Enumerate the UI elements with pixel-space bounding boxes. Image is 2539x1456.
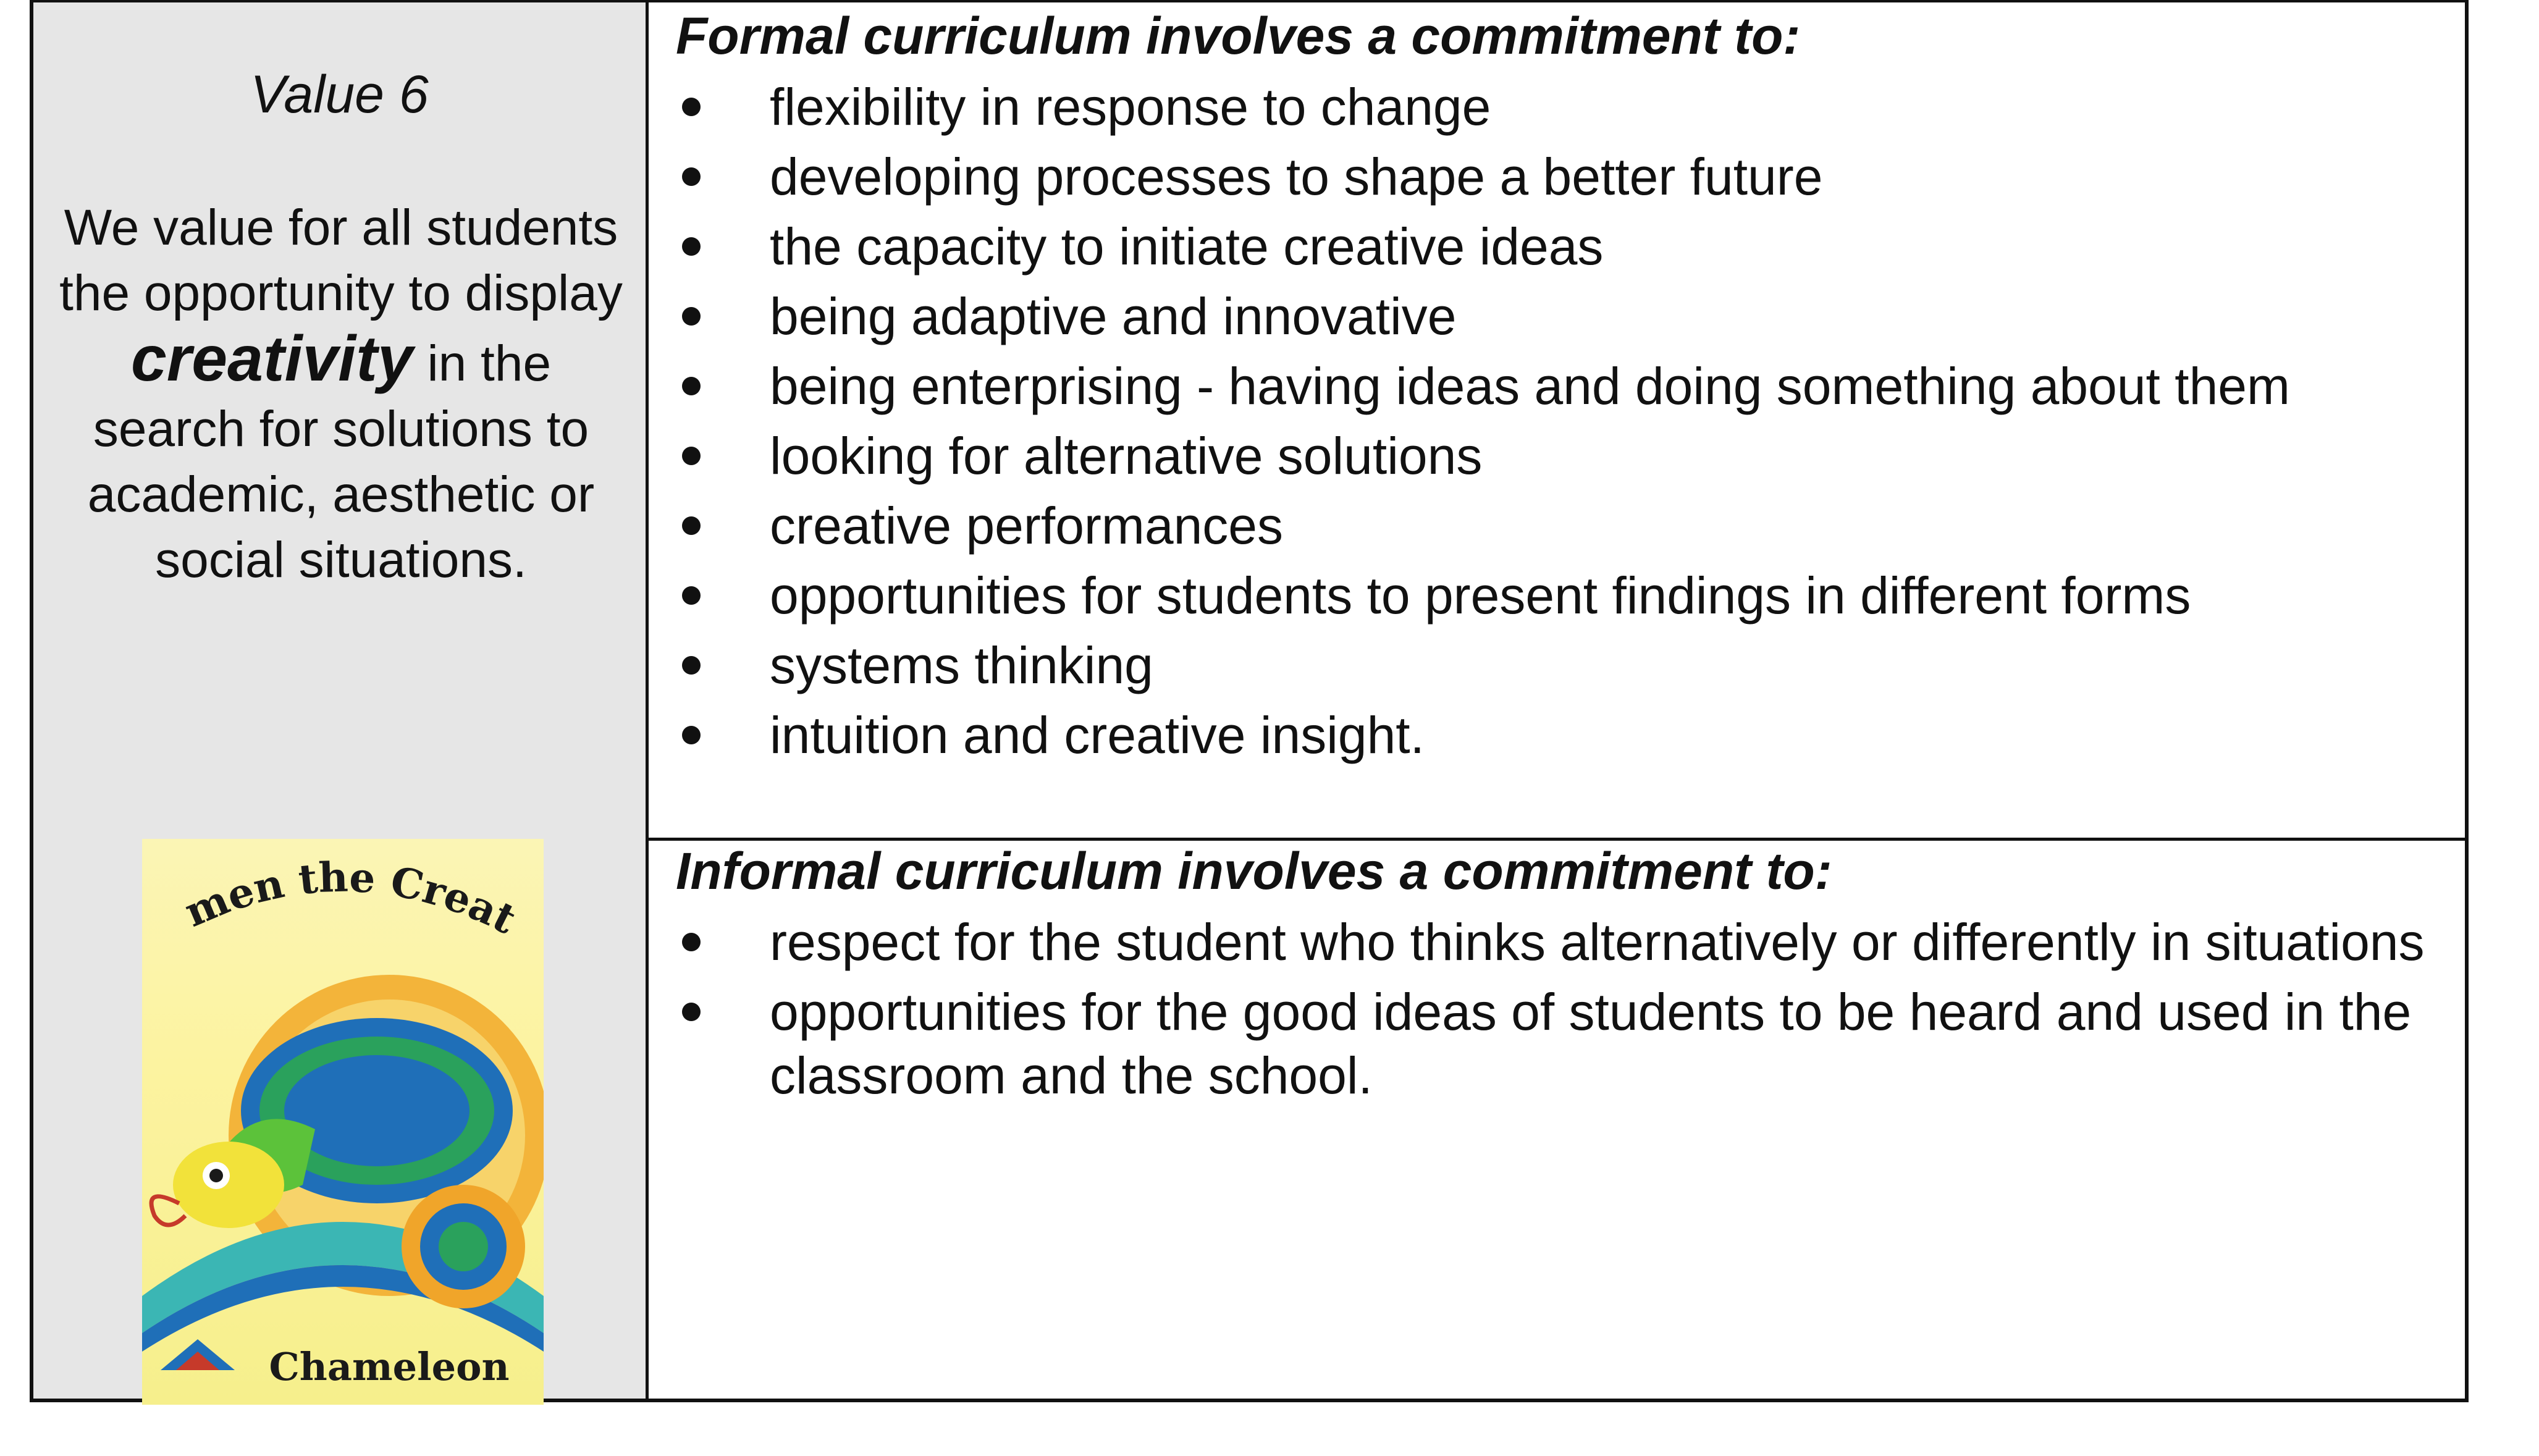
list-item: flexibility in response to change [649, 75, 2440, 139]
list-item: respect for the student who thinks alternatively or differently in situations [649, 911, 2440, 974]
formal-heading: Formal curriculum involves a commitment to: [676, 7, 1801, 65]
value-statement [58, 195, 624, 593]
chameleon-illustration [142, 839, 544, 1405]
informal-curriculum-section [649, 838, 2465, 1399]
value-column [33, 2, 649, 1399]
value-text-before: We value for all students the opportunity to display [59, 200, 623, 321]
value-emphasis: creativity [130, 323, 413, 395]
list-item: the capacity to initiate creative ideas [649, 215, 2440, 279]
list-item: opportunities for students to present findings in different forms [649, 564, 2440, 628]
chameleon-card [142, 839, 544, 1405]
list-item: intuition and creative insight. [649, 704, 2440, 767]
formal-curriculum-section [649, 2, 2465, 841]
list-item: looking for alternative solutions [649, 424, 2440, 488]
list-item: being adaptive and innovative [649, 285, 2440, 348]
curriculum-column [649, 2, 2465, 1399]
card-title-top-path: men the Creat [177, 852, 524, 944]
list-item: creative performances [649, 494, 2440, 558]
list-item: developing processes to shape a better future [649, 145, 2440, 209]
card-title-top [142, 839, 524, 943]
list-item: systems thinking [649, 634, 2440, 697]
formal-list [649, 75, 2440, 773]
list-item: opportunities for the good ideas of students to be heard and used in the classroom and the school. [649, 980, 2440, 1108]
informal-list [649, 911, 2440, 1114]
value-text-after: in the search for solutions to academic, aesthetic or social situations. [87, 335, 595, 588]
school-logo [161, 1339, 235, 1370]
card-title-bottom: Chameleon [269, 1344, 510, 1389]
value-title: Value 6 [250, 65, 429, 124]
value-table [30, 0, 2469, 1402]
list-item: being enterprising - having ideas and doing something about them [649, 355, 2440, 418]
informal-heading: Informal curriculum involves a commitment to: [676, 842, 1832, 900]
